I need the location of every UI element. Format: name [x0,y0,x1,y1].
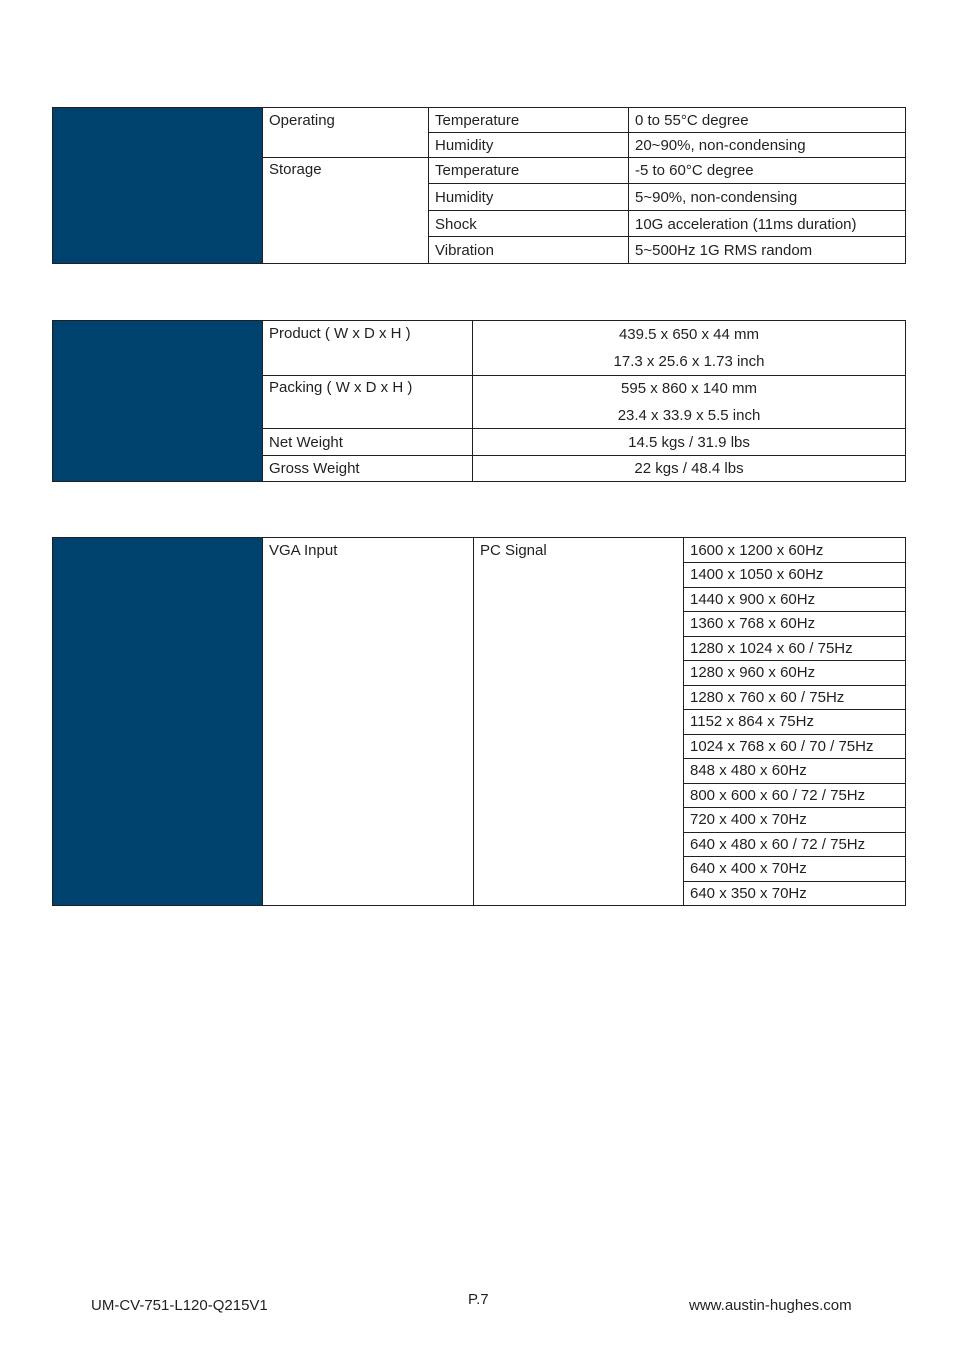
divider [684,562,905,563]
divider [262,428,905,429]
divider [684,783,905,784]
net-weight-label: Net Weight [269,434,343,451]
divider [473,538,474,905]
divider [262,157,905,158]
vga-input-label: VGA Input [269,542,338,559]
resolution-mode: 720 x 400 x 70Hz [690,811,807,829]
product-size-label: Product ( W x D x H ) [269,325,411,342]
operating-temperature-value: 0 to 55°C degree [635,112,749,129]
divider [428,183,905,184]
divider [684,832,905,833]
resolution-table [52,537,906,906]
resolution-mode: 1360 x 768 x 60Hz [690,615,816,633]
resolution-mode: 640 x 350 x 70Hz [690,884,807,902]
divider [684,636,905,637]
resolution-mode: 1280 x 760 x 60 / 75Hz [690,688,845,706]
storage-humidity-value: 5~90%, non-condensing [635,189,798,206]
dimensions-table [52,320,906,482]
storage-vibration-value: 5~500Hz 1G RMS random [635,242,813,259]
document-code: UM-CV-751-L120-Q215V1 [91,1297,268,1314]
divider [684,685,905,686]
divider [262,375,905,376]
resolution-mode: 1440 x 900 x 60Hz [690,590,816,608]
operating-label: Operating [269,112,335,129]
divider [428,236,905,237]
divider [684,709,905,710]
resolution-mode: 1600 x 1200 x 60Hz [690,542,824,559]
divider [428,210,905,211]
storage-humidity-label: Humidity [435,189,494,206]
divider [684,660,905,661]
divider [428,132,905,133]
resolution-mode: 1280 x 960 x 60Hz [690,664,816,682]
divider [684,611,905,612]
divider [684,587,905,588]
resolution-mode: 1152 x 864 x 75Hz [690,713,814,731]
divider [262,108,263,263]
divider [472,321,473,481]
divider [684,881,905,882]
net-weight-value: 14.5 kgs / 31.9 lbs [628,434,750,451]
dimensions-header-band [53,321,262,481]
storage-shock-label: Shock [435,216,477,233]
product-size-metric: 439.5 x 650 x 44 mm [618,326,760,343]
divider [262,321,263,481]
product-size-imperial: 17.3 x 25.6 x 1.73 inch [613,353,765,370]
resolution-mode: 1024 x 768 x 60 / 70 / 75Hz [690,737,874,755]
resolution-mode-list [684,538,905,905]
resolution-mode: 800 x 600 x 60 / 72 / 75Hz [690,786,866,804]
packing-size-imperial: 23.4 x 33.9 x 5.5 inch [617,407,761,424]
storage-temperature-label: Temperature [435,162,520,179]
resolution-mode: 1400 x 1050 x 60Hz [690,566,824,584]
storage-vibration-label: Vibration [435,242,494,259]
website-url: www.austin-hughes.com [689,1297,852,1314]
resolution-mode: 1280 x 1024 x 60 / 75Hz [690,639,853,657]
packing-size-label: Packing ( W x D x H ) [269,379,413,396]
environment-header-band [53,108,262,263]
storage-temperature-value: -5 to 60°C degree [635,162,754,179]
gross-weight-label: Gross Weight [269,460,360,477]
pc-signal-label: PC Signal [480,542,547,559]
resolution-mode: 640 x 480 x 60 / 72 / 75Hz [690,835,866,853]
environment-table [52,107,906,264]
packing-size-metric: 595 x 860 x 140 mm [621,380,757,397]
divider [684,856,905,857]
operating-humidity-value: 20~90%, non-condensing [635,137,806,154]
resolution-mode: 640 x 400 x 70Hz [690,860,807,878]
divider [684,734,905,735]
divider [262,455,905,456]
operating-humidity-label: Humidity [435,137,494,154]
storage-shock-value: 10G acceleration (11ms duration) [635,216,857,233]
divider [684,758,905,759]
page-number: P.7 [468,1291,489,1308]
resolution-header-band [53,538,262,905]
operating-temperature-label: Temperature [435,112,520,129]
divider [684,807,905,808]
resolution-mode: 848 x 480 x 60Hz [690,762,807,780]
divider [262,538,263,905]
gross-weight-value: 22 kgs / 48.4 lbs [634,460,744,477]
storage-label: Storage [269,161,322,178]
